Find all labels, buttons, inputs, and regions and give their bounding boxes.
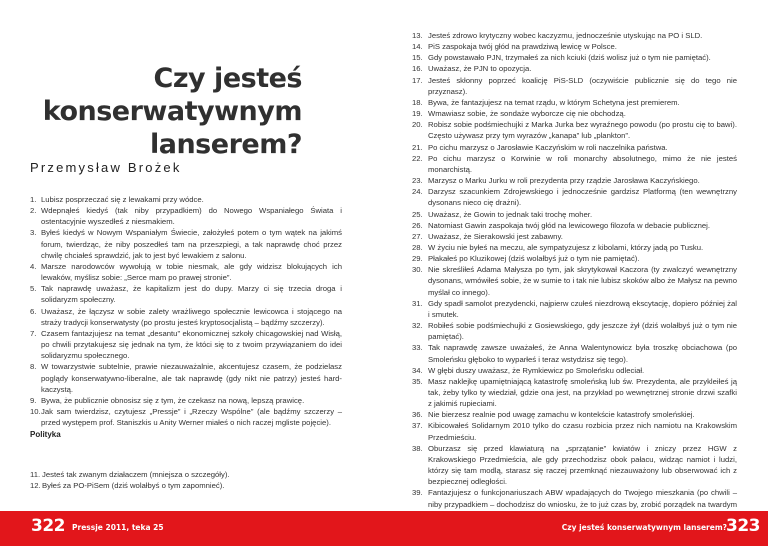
list-item-text: Marsze narodowców wywołują w tobie niesmak, ale gdy widzisz blokujących ich lewaków, myślisz sobie: „Serce mam po prawej stronie”.: [41, 261, 342, 283]
list-item: [412, 209, 737, 220]
list-item-number: 29.: [412, 254, 423, 264]
list-item-text: Jesteś zdrowo krytyczny wobec kaczyzmu, jednocześnie utyskując na PO i SLD.: [428, 31, 703, 40]
list-item: [412, 63, 737, 74]
list-item: [412, 409, 737, 420]
list-item-number: 33.: [412, 343, 423, 353]
list-item-text: Byłeś kiedyś w Nowym Wspaniałym Świecie, założyłeś potem o tym wątek na jakimś forum, twierdząc, że niby poszedłeś tam na przeszpiegi, a tak naprawdę choć przez chwilę chciałeś sprawdzić, jak to jest być lewakiem z salonu.: [41, 228, 342, 260]
list-item-text: Wmawiasz sobie, że sondaże wyborcze cię nie obchodzą.: [428, 109, 626, 119]
list-item-number: 6.: [30, 306, 37, 316]
author-name: Przemysław Brożek: [30, 160, 182, 175]
list-item: [30, 480, 342, 491]
list-item-number: 23.: [412, 176, 423, 186]
list-item-number: 17.: [412, 75, 423, 85]
list-item-text: Fantazjujesz o funkcjonariuszach ABW wpadających do Twojego mieszkania (po chwili – niby przypadkiem – dochodzisz do wniosku, że to już czas by, zrobić porządek na twardym: [428, 488, 737, 509]
list-item-number: 25.: [412, 209, 423, 219]
list-item-text: Wdepnąłeś kiedyś (tak niby przypadkiem) do Nowego Wspaniałego Świata i ostentacyjnie wyszedłeś z niesmakiem.: [41, 206, 342, 227]
list-item-number: 1.: [30, 195, 37, 204]
list-item-text: Po cichu marzysz o Korwinie w roli monarchy absolutnego, mimo że nie jesteś monarchistą.: [428, 153, 737, 174]
article-title: [43, 62, 302, 161]
list-item-text: Jesteś tak zwanym działaczem (mniejsza o szczegóły).: [42, 470, 230, 479]
list-item: [412, 97, 737, 108]
list-item-text: Natomiast Gawin zaspokaja twój głód na lewicowego filozofa w debacie publicznej.: [428, 220, 711, 230]
list-item-number: 14.: [412, 42, 423, 52]
list-item: [412, 186, 737, 208]
list-item-number: 15.: [412, 53, 423, 63]
list-item-number: 31.: [412, 298, 423, 308]
list-item: [30, 194, 342, 205]
running-title: Czy jesteś konserwatywnym lanserem?: [561, 523, 727, 532]
footer-bar-left: [0, 511, 384, 546]
list-item: [30, 261, 342, 283]
list-item: [412, 320, 737, 342]
list-item-number: 4.: [30, 261, 37, 271]
list-item-text: Czasem fantazjujesz na temat „desantu” ekonomicznej szkoły chicagowskiej nad Wisłą, po chwili przytakujesz się jednak na tym, że któci się to z twoim przywiązaniem do idei solidaryzmu społecznego.: [41, 328, 342, 361]
list-item: [412, 108, 737, 119]
list-item-text: Nie skreśliłeś Adama Małysza po tym, jak skrytykował Kaczora (ty zwalczyć wewnętrzny dysonans, wmówiłeś sobie, że w sumie to i tak nie lubisz skoków albo że Małysz na pewno myślał co innego).: [428, 265, 737, 297]
list-item-number: 7.: [30, 328, 37, 338]
list-item: [30, 395, 342, 406]
list-item-text: Kibicowałeś Solidarnym 2010 tylko do czasu rozbicia przez nich namiotu na Krakowskim Przedmieściu.: [428, 421, 737, 442]
list-item: [412, 298, 737, 320]
list-item-text: Bywa, że fantazjujesz na temat rządu, w którym Schetyna jest premierem.: [428, 97, 680, 107]
list-item-text: Darzysz szacunkiem Zdrojewskiego i jednocześnie gardzisz Platformą (ten wewnętrzny dysonans nieco cię drażni).: [428, 187, 737, 208]
list-item: [30, 283, 342, 305]
numbered-list-left-section: [30, 469, 342, 491]
list-item: [412, 443, 737, 488]
list-item-number: 36.: [412, 410, 423, 420]
list-item-text: Uważasz, że Sierakowski jest zabawny.: [428, 231, 563, 241]
list-item-text: Uważasz, że łączysz w sobie zalety wrażliwego społecznie lewicowca i stojącego na straży tradycji konserwatysty (po prostu jesteś kryptosocjalistą – bądźmy szczerzy).: [41, 306, 342, 327]
numbered-list-right: [412, 30, 737, 521]
list-item-number: 20.: [412, 120, 423, 130]
section-heading: Polityka: [30, 430, 61, 439]
list-item: [412, 75, 737, 97]
list-item-number: 22.: [412, 153, 423, 163]
list-item-text: Uważasz, że PJN to opozycja.: [428, 64, 532, 74]
list-item: [30, 406, 342, 428]
list-item-number: 5.: [30, 284, 37, 294]
list-item-text: Robisz sobie podśmiechujki z Marka Jurka bez wyraźnego powodu (po prostu cię to bawi). Często używasz przy tym wyrazów „kanapa” lub „plankton”.: [428, 120, 737, 141]
list-item: [412, 52, 737, 63]
list-item-number: 35.: [412, 376, 423, 386]
list-item: [412, 153, 737, 175]
list-item-text: Gdy powstawało PJN, trzymałeś za nich kciuki (dziś wolisz już o tym nie pamiętać).: [428, 53, 711, 63]
list-item-number: 11.: [30, 470, 41, 479]
list-item: [412, 264, 737, 297]
list-item: [30, 227, 342, 260]
list-item-text: Nie bierzesz realnie pod uwagę zamachu w kontekście katastrofy smoleńskiej.: [428, 410, 695, 420]
right-page: [384, 0, 768, 546]
list-item-number: 9.: [30, 395, 37, 405]
publication-label: Pressje 2011, teka 25: [72, 523, 164, 532]
list-item: [412, 420, 737, 442]
list-item-text: W towarzystwie subtelnie, prawie niezauważalnie, akcentujesz czasem, że podzielasz poglądy konserwatywno-liberalne, ale tak naprawdę (gdy nikt nie patrzy) jesteś hard-kaczystą.: [41, 362, 342, 394]
title-line-1: Czy jesteś: [153, 63, 302, 94]
title-line-2: konserwatywnym: [42, 96, 302, 127]
list-item-text: Gdy spadł samolot prezydencki, najpierw czułeś niezdrową ekscytację, dopiero później żal i smutek.: [428, 298, 737, 319]
list-item: [30, 205, 342, 227]
list-item: [412, 365, 737, 376]
list-item-text: Po cichu marzysz o Jarosławie Kaczyńskim w roli naczelnika państwa.: [428, 142, 668, 152]
list-item-number: 34.: [412, 365, 423, 375]
list-item-number: 27.: [412, 231, 423, 241]
page-number-left: 322: [31, 516, 65, 536]
list-item-text: W życiu nie byłeś na meczu, ale sympatyzujesz z kibolami, którzy jadą po Tusku.: [428, 242, 704, 252]
list-item: [30, 306, 342, 328]
list-item: [412, 242, 737, 253]
list-item-text: Masz naklejkę upamiętniającą katastrofę smoleńską lub św. Prezydenta, ale przykleiłeś ją tak, żeby tylko ty wiedział, gdzie ona jest, na przykład po wewnętrznej stronie drzwi szafki z jakimiś rupieciami.: [428, 376, 737, 409]
list-item-number: 18.: [412, 97, 423, 107]
list-item: [412, 41, 737, 52]
list-item-number: 38.: [412, 443, 423, 453]
list-item-number: 16.: [412, 64, 423, 74]
list-item-number: 8.: [30, 362, 37, 372]
list-item-text: Jak sam twierdzisz, czytujesz „Pressje” i „Rzeczy Wspólne” (ale bądźmy szczerzy – przed występem prof. Staniszkis u Anity Werner miałeś o nich raczej mgliste pojęcie).: [41, 406, 342, 428]
footer-bar-right: [384, 511, 768, 546]
list-item: [412, 142, 737, 153]
list-item-text: Marzysz o Marku Jurku w roli prezydenta przy rządzie Jarosława Kaczyńskiego.: [428, 176, 700, 186]
list-item-number: 30.: [412, 265, 423, 275]
list-item-text: Jesteś skłonny poprzeć koalicję PiS-SLD (oczywiście publicznie się do tego nie przyznasz).: [428, 75, 737, 96]
list-item-number: 2.: [30, 206, 37, 216]
list-item-number: 26.: [412, 220, 423, 230]
list-item: [412, 175, 737, 186]
list-item-text: W głębi duszy uważasz, że Rymkiewicz po Smoleńsku odleciał.: [428, 365, 645, 375]
title-line-3: lanserem?: [149, 129, 302, 160]
list-item: [412, 119, 737, 141]
list-item: [412, 220, 737, 231]
list-item: [30, 328, 342, 361]
list-item: [412, 30, 737, 41]
list-item-number: 39.: [412, 488, 423, 498]
list-item-text: PiS zaspokaja twój głód na prawdziwą lewicę w Polsce.: [428, 42, 617, 52]
list-item-text: Tak naprawdę zawsze uważałeś, że Anna Walentynowicz była troszkę obciachowa (po Smoleńsku głęboko to wyparłeś i teraz wstydzisz się tego).: [428, 343, 737, 364]
list-item-number: 12.: [30, 481, 41, 491]
list-item-text: Tak naprawdę uważasz, że kapitalizm jest do dupy. Marzy ci się trzecia droga i solidaryzm społeczny.: [41, 284, 342, 305]
list-item-text: Robiłeś sobie podśmiechujki z Gosiewskiego, gdy jeszcze żył (dziś wolałbyś już o tym nie pamiętać).: [428, 321, 737, 342]
list-item-number: 28.: [412, 242, 423, 252]
list-item-number: 13.: [412, 31, 423, 40]
list-item-number: 21.: [412, 142, 423, 152]
list-item-number: 24.: [412, 187, 423, 197]
list-item: [412, 231, 737, 242]
list-item-number: 32.: [412, 321, 423, 331]
list-item-number: 19.: [412, 109, 423, 119]
list-item-text: Płakałeś po Kluzikowej (dziś wolałbyś już o tym nie pamiętać).: [428, 254, 640, 264]
list-item-number: 37.: [412, 421, 423, 431]
list-item-number: 10.: [30, 406, 41, 416]
list-item-text: Bywa, że publicznie obnosisz się z tym, że czekasz na nową, lepszą prawicę.: [41, 395, 305, 405]
list-item-text: Uważasz, że Gowin to jednak taki trochę moher.: [428, 209, 593, 219]
list-item: [30, 469, 342, 480]
numbered-list-left: [30, 194, 342, 428]
list-item-text: Oburzasz się przed klawiaturą na „sprzątanie” kwiatów i zniczy przez HGW z Krakowskiego Przedmieścia, ale gdy przechodzisz obok pałacu, widząc namiot i ludzi, którzy się tam modlą, starasz się raczej przemknąć niezauważony lub obserwować ich z bezpiecznej odległości.: [428, 443, 737, 487]
list-item: [30, 361, 342, 394]
list-item: [412, 253, 737, 264]
list-item-text: Byłeś za PO-PiSem (dziś wolałbyś o tym zapomnieć).: [42, 481, 225, 491]
list-item-text: Lubisz posprzeczać się z lewakami przy wódce.: [41, 195, 204, 204]
page-number-right: 323: [726, 516, 760, 536]
list-item: [412, 376, 737, 409]
list-item: [412, 342, 737, 364]
list-item-number: 3.: [30, 228, 37, 238]
